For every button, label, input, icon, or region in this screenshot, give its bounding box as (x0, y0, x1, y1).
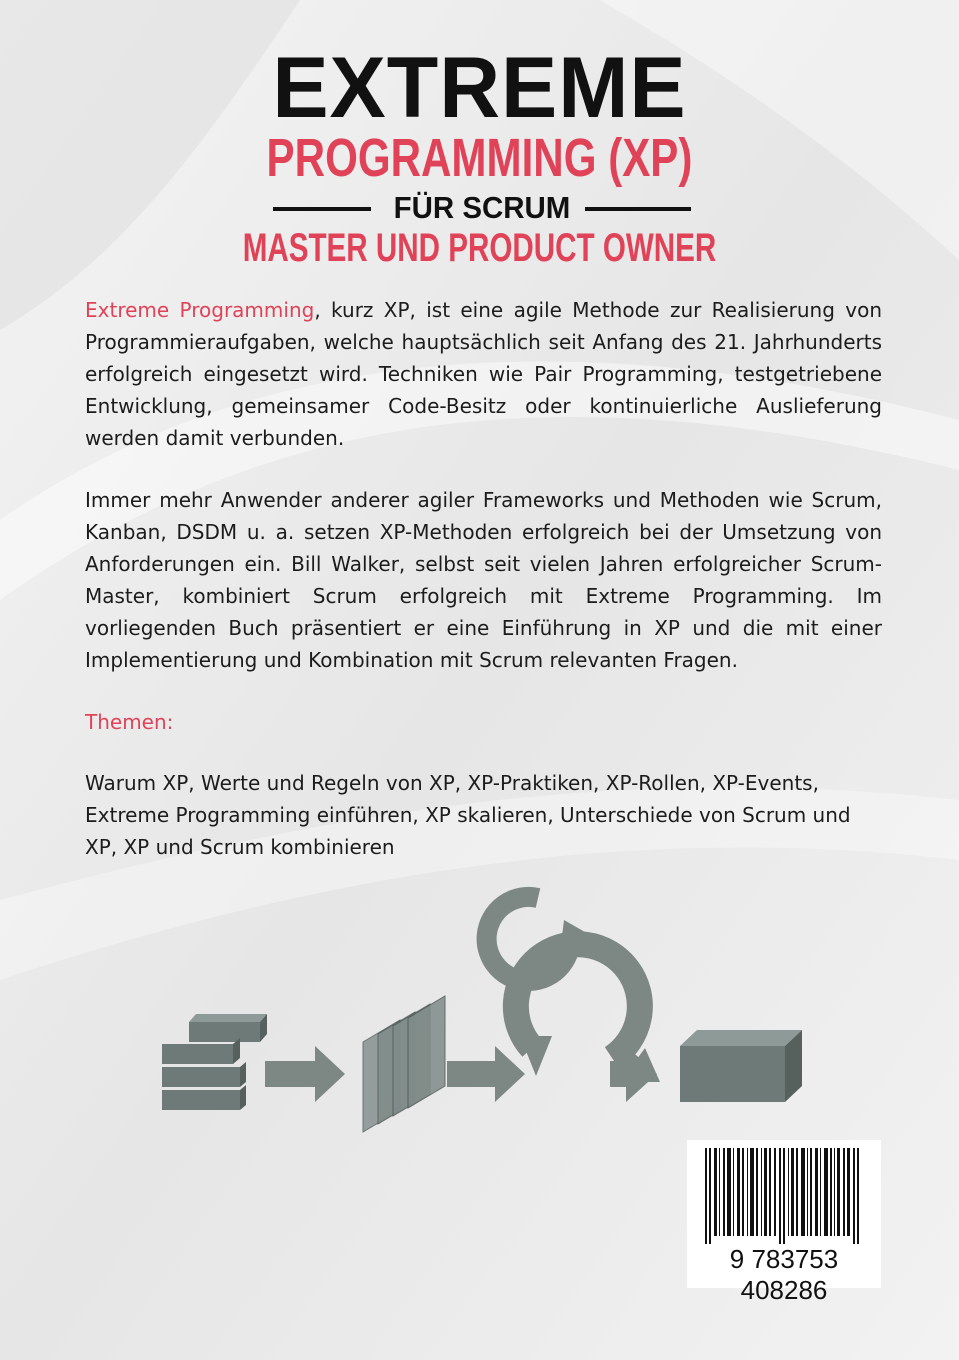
barcode-bars (699, 1148, 869, 1244)
description-paragraph-2: Immer mehr Anwender anderer agiler Frameworks und Methoden wie Scrum, Kanban, DSDM u. a. setzen XP-Methoden erfolgreich bei der Umsetzung von Anforderungen ein. Bill Walker, selbst seit vielen Jahren erfolgreicher Scrum-Master, kombiniert Scrum erfolgreich mit Extreme Programming. Im vorliegenden Buch präsentiert er eine Einführung in XP und die mit einer Implementierung und Kombination mit Scrum relevanten Fragen. (85, 488, 882, 672)
product-increment-box-icon (680, 1030, 802, 1102)
subtitle-master-product-owner: MASTER UND PRODUCT OWNER (242, 226, 717, 270)
sprint-backlog-sheets-icon (363, 996, 445, 1132)
subtitle-rule-left (273, 207, 371, 211)
topics-list: Warum XP, Werte und Regeln von XP, XP-Praktiken, XP-Rollen, XP-Events, Extreme Programming einführen, XP skalieren, Unterschiede von Scrum und XP, XP und Scrum kombinieren (85, 771, 851, 859)
title-extreme: EXTREME (272, 40, 687, 136)
title-programming-xp: PROGRAMMING (XP) (266, 128, 693, 188)
description-paragraph-1 (85, 294, 882, 454)
process-diagram (140, 870, 820, 1140)
subtitle-rule-right (585, 207, 691, 211)
subtitle-fuer-scrum: FÜR SCRUM (393, 190, 571, 225)
subtitle-row (273, 188, 691, 228)
backlog-stack-icon (162, 1014, 267, 1110)
isbn-number: 9 783753 408286 (729, 1244, 839, 1305)
arrow-right-icon (447, 1046, 525, 1102)
arrow-right-icon (265, 1046, 345, 1102)
paragraph-1-text: , kurz XP, ist eine agile Methode zur Realisierung von Programmieraufgaben, welche hauptsächlich seit Anfang des 21. Jahrhunderts erfolgreich eingesetzt wird. Techniken wie Pair Programming, testgetriebene Entwicklung, gemeinsamer Code-Besitz oder kontinuierliche Auslieferung werden damit verbunden. (85, 298, 882, 450)
highlight-extreme-programming: Extreme Programming (85, 298, 315, 322)
topics-heading: Themen: (85, 710, 174, 734)
isbn-barcode (687, 1140, 881, 1305)
